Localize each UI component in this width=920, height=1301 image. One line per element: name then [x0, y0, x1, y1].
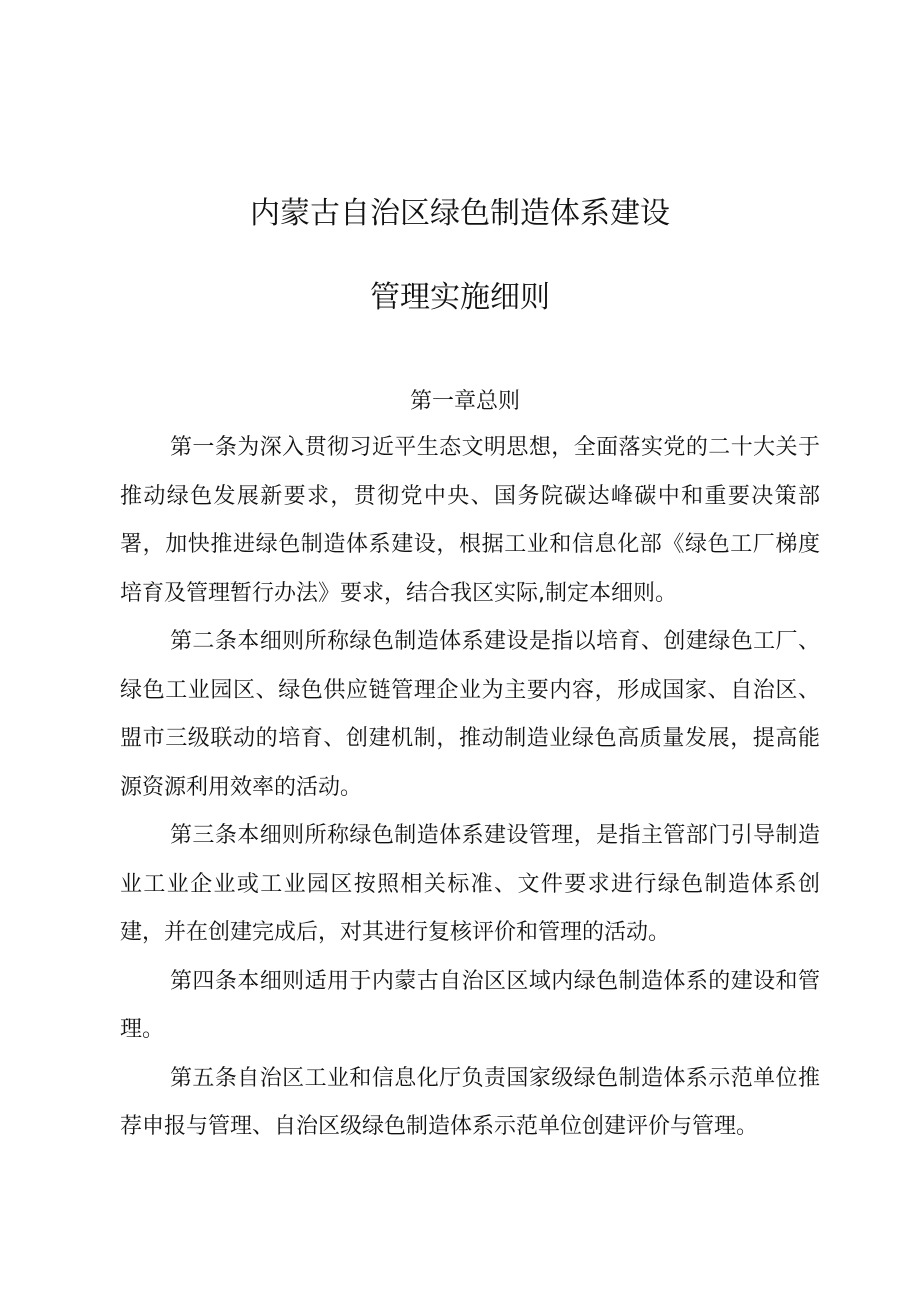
- article-4-paragraph: 第四条本细则适用于内蒙古自治区区域内绿色制造体系的建设和管理。: [120, 968, 820, 1042]
- article-2-paragraph: 第二条本细则所称绿色制造体系建设是指以培育、创建绿色工厂、绿色工业园区、绿色供应链管理企业为主要内容，形成国家、自治区、盟市三级联动的培育、创建机制，推动制造业绿色高质量发展，提高能源资源利用效率的活动。: [120, 629, 820, 800]
- document-title-line-2: 管理实施细则: [370, 280, 550, 315]
- document-title-line-1: 内蒙古自治区绿色制造体系建设: [250, 196, 670, 231]
- article-1-paragraph: 第一条为深入贯彻习近平生态文明思想，全面落实党的二十大关于推动绿色发展新要求，贯彻党中央、国务院碳达峰碳中和重要决策部署，加快推进绿色制造体系建设，根据工业和信息化部《绿色工厂梯度培育及管理暂行办法》要求，结合我区实际,制定本细则。: [120, 435, 820, 606]
- document-body: [120, 424, 820, 1152]
- article-3-paragraph: 第三条本细则所称绿色制造体系建设管理，是指主管部门引导制造业工业企业或工业园区按照相关标准、文件要求进行绿色制造体系创建，并在创建完成后，对其进行复核评价和管理的活动。: [120, 823, 820, 945]
- article-5-paragraph: 第五条自治区工业和信息化厅负责国家级绿色制造体系示范单位推荐申报与管理、自治区级绿色制造体系示范单位创建评价与管理。: [120, 1065, 820, 1139]
- chapter-heading: 第一章总则: [409, 389, 520, 414]
